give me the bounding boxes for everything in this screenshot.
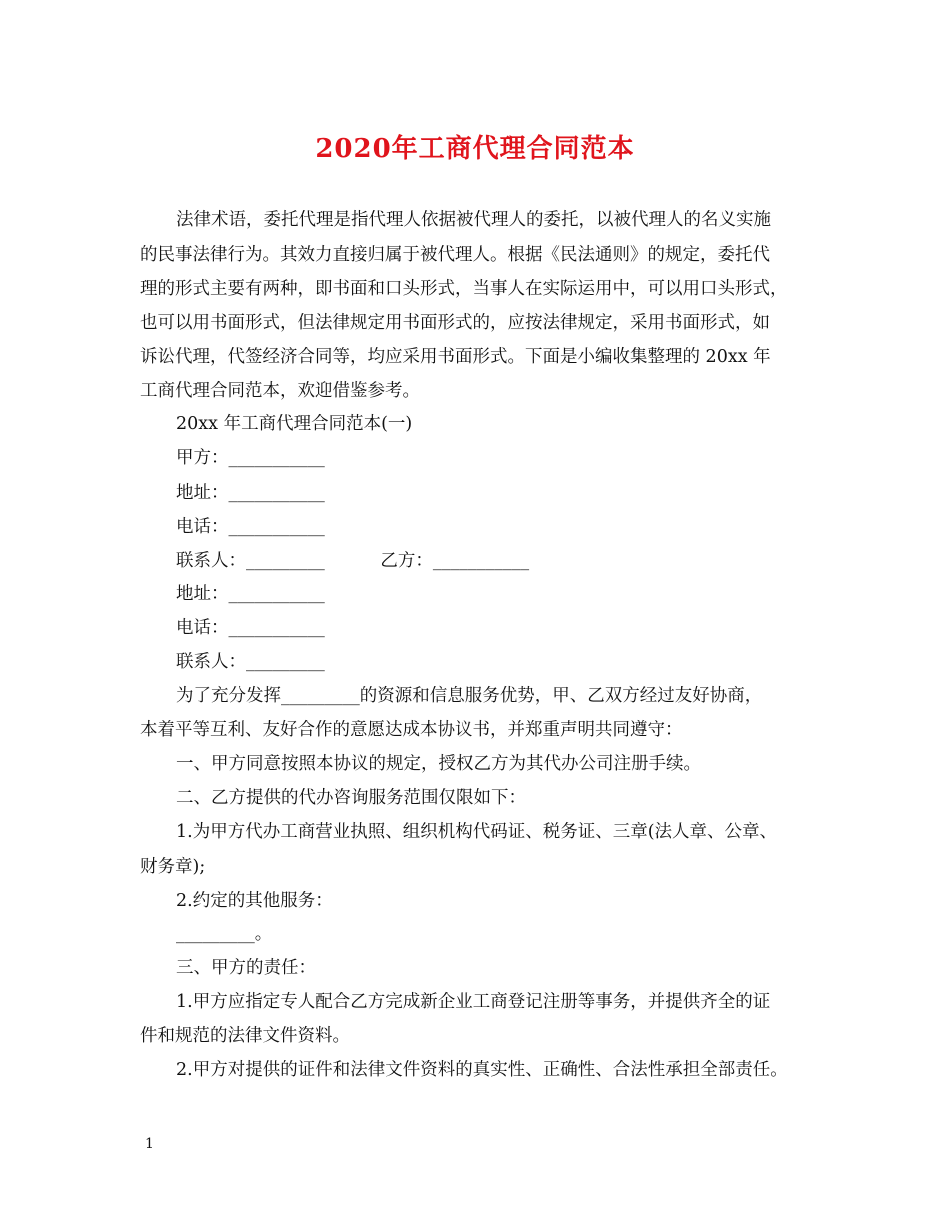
clause-line: 2.约定的其他服务： bbox=[176, 891, 333, 911]
section-heading: 20xx 年工商代理合同范本(一) bbox=[176, 414, 413, 434]
clause-line: 二、乙方提供的代办咨询服务范围仅限如下： bbox=[176, 788, 526, 808]
clause-line: 1.甲方应指定专人配合乙方完成新企业工商登记注册等事务，并提供齐全的证 bbox=[176, 992, 771, 1012]
paragraph-line: 为了充分发挥_________的资源和信息服务优势，甲、乙双方经过友好协商， bbox=[176, 686, 763, 706]
clause-line: 1.为甲方代办工商营业执照、组织机构代码证、税务证、三章(法人章、公章、 bbox=[176, 822, 778, 842]
paragraph-line: 的民事法律行为。其效力直接归属于被代理人。根据《民法通则》的规定，委托代 bbox=[140, 245, 770, 265]
paragraph-line: 也可以用书面形式，但法律规定用书面形式的，应按法律规定，采用书面形式，如 bbox=[140, 313, 770, 333]
clause-line: 件和规范的法律文件资料。 bbox=[140, 1026, 350, 1046]
paragraph-line: 本着平等互利、友好合作的意愿达成本协议书，并郑重声明共同遵守： bbox=[140, 720, 683, 740]
form-field-party-a: 甲方：___________ bbox=[176, 448, 325, 468]
page-number: 1 bbox=[145, 1136, 154, 1152]
form-field-address: 地址：___________ bbox=[176, 584, 325, 604]
clause-line: 2.甲方对提供的证件和法律文件资料的真实性、正确性、合法性承担全部责任。 bbox=[176, 1060, 788, 1080]
form-field-contact-party-b: 联系人：_________ 乙方：___________ bbox=[176, 551, 530, 571]
document-title: 2020年工商代理合同范本 bbox=[315, 134, 635, 164]
clause-line: 财务章); bbox=[140, 857, 206, 877]
form-field-phone: 电话：___________ bbox=[176, 618, 325, 638]
clause-line: 三、甲方的责任： bbox=[176, 958, 316, 978]
form-field-contact: 联系人：_________ bbox=[176, 652, 325, 672]
paragraph-line: 工商代理合同范本，欢迎借鉴参考。 bbox=[140, 381, 420, 401]
paragraph-line: 法律术语，委托代理是指代理人依据被代理人的委托，以被代理人的名义实施 bbox=[176, 210, 771, 230]
clause-line: _________。 bbox=[176, 924, 273, 944]
form-field-phone: 电话：___________ bbox=[176, 517, 325, 537]
paragraph-line: 诉讼代理，代签经济合同等，均应采用书面形式。下面是小编收集整理的 20xx 年 bbox=[140, 347, 771, 367]
form-field-address: 地址：___________ bbox=[176, 483, 325, 503]
paragraph-line: 理的形式主要有两种，即书面和口头形式，当事人在实际运用中，可以用口头形式， bbox=[140, 279, 788, 299]
clause-line: 一、甲方同意按照本协议的规定，授权乙方为其代办公司注册手续。 bbox=[176, 754, 701, 774]
